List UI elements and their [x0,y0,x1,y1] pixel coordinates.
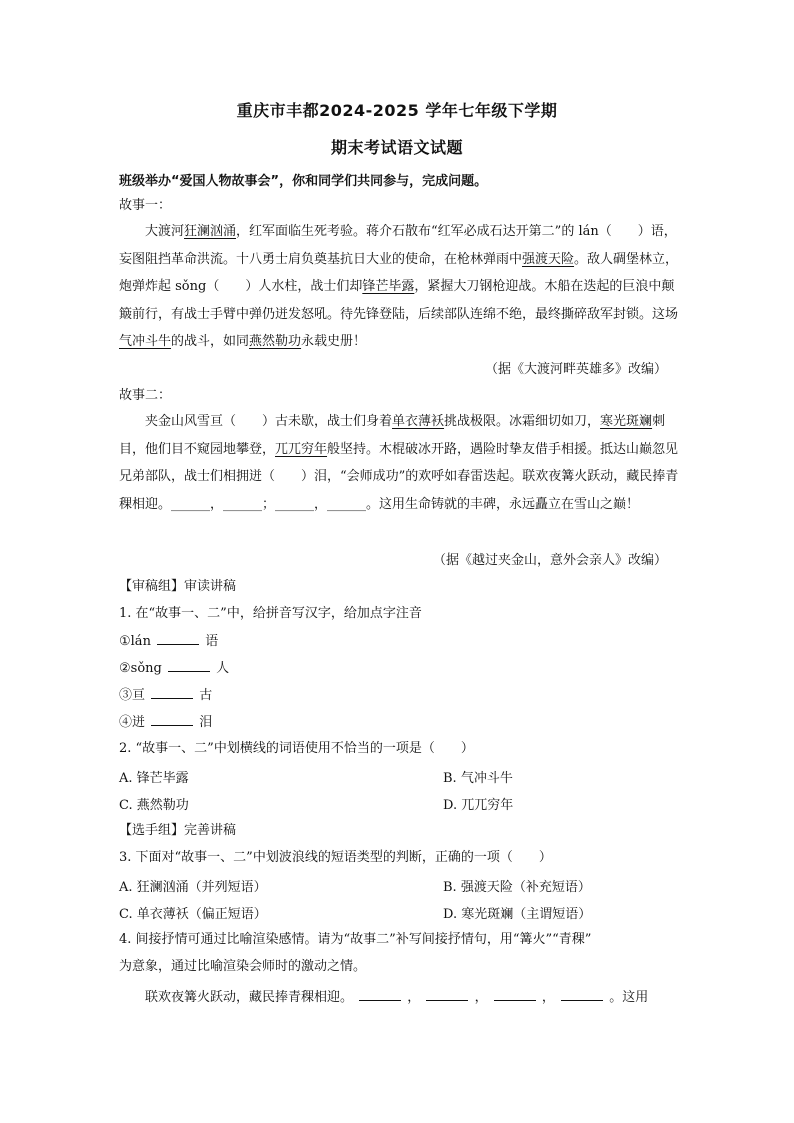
q2-option-d[interactable]: D. 兀兀穷年 [443,798,514,813]
story2-label: 故事二： [119,388,172,403]
q4-answer-suffix: 。这用 [609,990,649,1005]
story1-text-c: 。敌人碉堡林立，炮弹炸起 sǒng（ ）人水柱，战士们却 [119,251,679,295]
story2-source: （据《越过夹金山，意外会亲人》改编） [432,553,667,568]
answer-blank[interactable] [359,987,401,1001]
q4-answer-prefix: 联欢夜篝火跃动，藏民捧青稞相迎。 [145,990,354,1005]
group2-label: 【选手组】完善讲稿 [119,823,237,838]
question-4-line-2: 为意象，通过比喻渲染会师时的激动之情。 [119,959,367,974]
story1-text-f: 永载史册！ [301,334,367,350]
title-line-2: 期末考试语文试题 [330,138,463,157]
story2-text-d: 般坚持。木棍破冰开路，遇险时挚友借手相援。抵达山巅忽见兄弟部队，战士们相拥迸（ ）泪，“会师成功”的欢呼如春雷迭起。联欢夜篝火跃动，藏民捧青稞相迎。______，______；______，______。这用生命铸就的丰碑，永远矗立在雪山之巅！ [119,441,679,512]
q1-item-1 [119,631,218,652]
group1-label: 【审稿组】审读讲稿 [119,579,237,594]
underlined-phrase: 兀兀穷年 [275,441,328,457]
q1-item-prefix: ③亘 [119,688,146,703]
story1-label: 故事一： [119,198,172,213]
story2-text-c: 刺目，他们目不窥园地攀登， [119,414,666,457]
underlined-phrase: 强渡天险 [522,251,575,267]
q1-item-prefix: ④迸 [119,715,146,730]
underlined-phrase: 寒光斑斓 [600,414,653,429]
question-3: 3. 下面对“故事一、二”中划波浪线的短语类型的判断，正确的一项（ ） [119,850,552,865]
story1-text-e: 的战斗，如同 [171,334,250,350]
underlined-phrase: 锋芒毕露 [362,279,415,295]
underlined-phrase: 燕然勒功 [249,334,302,350]
q1-item-suffix: 人 [216,661,230,676]
answer-blank[interactable] [151,685,193,699]
answer-blank[interactable] [168,658,210,672]
story2-paragraph [119,408,679,518]
underlined-phrase: 单衣薄袄 [392,414,445,429]
title-line-1: 重庆市丰都2024-2025 学年七年级下学期 [236,101,558,120]
q4-answer-line [145,987,648,1008]
underlined-phrase: 气冲斗牛 [119,334,172,350]
q4-separator: ， [541,990,555,1005]
question-2: 2. “故事一、二”中划横线的词语使用不恰当的一项是（ ） [119,741,474,756]
answer-blank[interactable] [151,712,193,726]
q1-item-suffix: 古 [199,688,213,703]
q1-item-suffix: 语 [205,634,219,649]
q4-separator: ， [407,990,421,1005]
q1-item-2 [119,658,229,679]
q2-option-c[interactable]: C. 燕然勒功 [119,798,189,813]
story1-text-a: 大渡河 [145,224,185,239]
q1-item-4 [119,712,212,733]
q1-item-prefix: ②sǒng [119,661,162,676]
answer-blank[interactable] [494,987,536,1001]
answer-blank[interactable] [157,631,199,645]
answer-blank[interactable] [561,987,603,1001]
q1-item-prefix: ①lán [119,634,151,649]
answer-blank[interactable] [426,987,468,1001]
question-1: 1. 在“故事一、二”中，给拼音写汉字，给加点字注音 [119,606,422,621]
q3-option-d[interactable]: D. 寒光斑斓（主谓短语） [443,907,592,922]
story2-text-b: 挑战极限。冰霜细切如刀， [444,414,601,429]
q2-option-a[interactable]: A. 锋芒毕露 [119,771,189,786]
q2-option-b[interactable]: B. 气冲斗牛 [443,771,513,786]
story1-source: （据《大渡河畔英雄多》改编） [484,362,667,377]
q3-option-c[interactable]: C. 单衣薄袄（偏正短语） [119,907,267,922]
story2-text-a: 夹金山风雪亘（ ）古未歇，战士们身着 [145,414,393,429]
q3-option-a[interactable]: A. 狂澜汹涌（并列短语） [119,880,267,895]
story1-text-b: ，红军面临生死考验。蒋介石散布“红军必成石达开第二”的 lán（ ）语，妄图阻挡革命洪流。十八勇士肩负奠基抗日大业的使命，在枪林弹雨中 [119,224,677,267]
question-4-line-1: 4. 间接抒情可通过比喻渲染感情。请为“故事二”补写间接抒情句，用“篝火”“青稞” [119,932,592,947]
q4-separator: ， [474,990,488,1005]
underlined-phrase: 狂澜汹涌 [184,224,237,239]
q3-option-b[interactable]: B. 强渡天险（补充短语） [443,880,591,895]
q1-item-suffix: 泪 [199,715,213,730]
story1-text-d: ，紧握大刀钢枪迎战。木船在迭起的巨浪中颠簸前行，有战士手臂中弹仍迸发怒吼。待先锋登陆，后续部队连绵不绝，最终撕碎敌军封锁。这场 [119,279,679,322]
intro-instruction: 班级举办“爱国人物故事会”，你和同学们共同参与，完成问题。 [119,174,488,189]
story1-paragraph [119,218,679,356]
q1-item-3 [119,685,212,706]
